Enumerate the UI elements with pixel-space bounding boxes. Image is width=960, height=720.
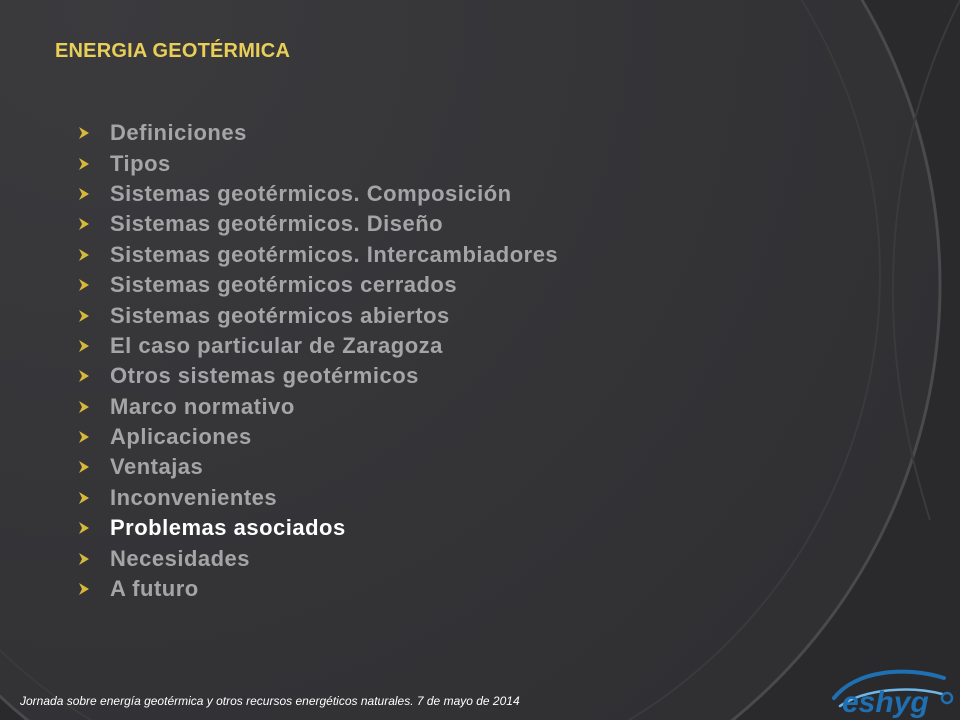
agenda-item: [78, 361, 558, 391]
agenda-item-label: Marco normativo: [110, 393, 295, 419]
agenda-item: [78, 574, 558, 604]
agenda-list: [78, 118, 558, 604]
arrowhead-bullet-icon: [78, 248, 90, 262]
arrowhead-bullet-icon: [78, 187, 90, 201]
arrowhead-bullet-icon: [78, 126, 90, 140]
arrowhead-bullet-icon: [78, 309, 90, 323]
agenda-item: [78, 240, 558, 270]
agenda-item: [78, 422, 558, 452]
arrowhead-bullet-icon: [78, 552, 90, 566]
agenda-item-label: El caso particular de Zaragoza: [110, 332, 443, 358]
agenda-item: [78, 148, 558, 178]
arrowhead-bullet-icon: [78, 339, 90, 353]
agenda-item: [78, 118, 558, 148]
agenda-item-label: Sistemas geotérmicos. Composición: [110, 180, 512, 206]
agenda-item-label: Otros sistemas geotérmicos: [110, 363, 419, 389]
arrowhead-bullet-icon: [78, 491, 90, 505]
arrowhead-bullet-icon: [78, 217, 90, 231]
logo-text: eshyg: [842, 686, 929, 718]
agenda-item-current: [78, 513, 558, 543]
agenda-item: [78, 452, 558, 482]
arrowhead-bullet-icon: [78, 157, 90, 171]
slide-title: ENERGIA GEOTÉRMICA: [55, 40, 291, 62]
agenda-item: [78, 209, 558, 239]
arrowhead-bullet-icon: [78, 400, 90, 414]
arrowhead-bullet-icon: [78, 369, 90, 383]
eshyg-logo: [826, 664, 956, 718]
agenda-item-label: Sistemas geotérmicos cerrados: [110, 272, 458, 298]
agenda-item: [78, 331, 558, 361]
agenda-item-label: Necesidades: [110, 545, 251, 571]
arrowhead-bullet-icon: [78, 430, 90, 444]
agenda-item: [78, 543, 558, 573]
agenda-item: [78, 270, 558, 300]
arrowhead-bullet-icon: [78, 278, 90, 292]
agenda-item-label: Aplicaciones: [110, 424, 252, 450]
arrowhead-bullet-icon: [78, 460, 90, 474]
arrowhead-bullet-icon: [78, 582, 90, 596]
agenda-item-label: A futuro: [110, 576, 199, 602]
agenda-item: [78, 179, 558, 209]
agenda-item-label: Sistemas geotérmicos. Intercambiadores: [110, 241, 559, 267]
slide-footer: Jornada sobre energía geotérmica y otros recursos energéticos naturales. 7 de mayo de 2014: [20, 694, 520, 708]
agenda-item-label: Sistemas geotérmicos. Diseño: [110, 211, 444, 237]
agenda-item-label: Inconvenientes: [110, 484, 278, 510]
agenda-item-label: Definiciones: [110, 120, 247, 146]
agenda-item: [78, 300, 558, 330]
agenda-item-label: Ventajas: [110, 454, 204, 480]
agenda-item-label: Sistemas geotérmicos abiertos: [110, 302, 450, 328]
agenda-item: [78, 392, 558, 422]
arrowhead-bullet-icon: [78, 521, 90, 535]
agenda-item: [78, 483, 558, 513]
agenda-item-label: Tipos: [110, 150, 171, 176]
agenda-item-label: Problemas asociados: [110, 515, 346, 541]
